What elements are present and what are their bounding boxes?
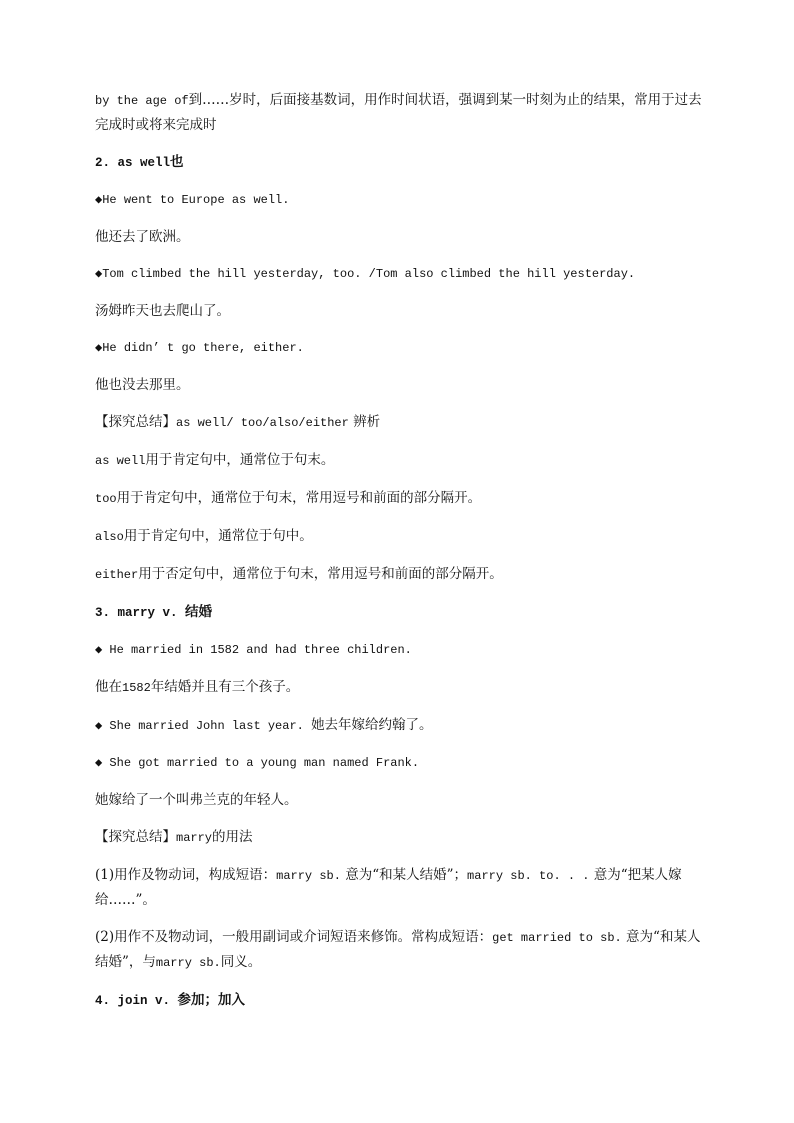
section-2-heading-en: 2. as well <box>95 156 171 170</box>
rule-term: also <box>95 530 124 544</box>
translation-part: 他在 <box>95 679 122 695</box>
intro-paragraph <box>95 88 707 137</box>
summary-line <box>95 825 707 850</box>
translation-number: 1582 <box>122 681 151 695</box>
rule-term: too <box>95 492 117 506</box>
summary-terms: as well/ too/also/either <box>176 416 349 430</box>
document-content <box>95 88 707 1013</box>
rule-text: 同义。 <box>220 954 262 970</box>
rule-text: 意为“和某人结婚”，与 <box>95 929 701 970</box>
example-sentence: ◆He didn’ t go there, either. <box>95 341 304 355</box>
example-sentence <box>95 713 707 738</box>
rule-line <box>95 524 707 549</box>
example-sentence: ◆Tom climbed the hill yesterday, too. /Tom also climbed the hill yesterday. <box>95 267 636 281</box>
rule-term: marry sb. <box>155 956 221 970</box>
example-sentence: ◆ She got married to a young man named Frank. <box>95 756 420 770</box>
summary-cn: 辨析 <box>353 414 381 430</box>
rule-text: 用于肯定句中，通常位于句末。 <box>145 452 335 468</box>
example-translation: 汤姆昨天也去爬山了。 <box>95 303 230 319</box>
section-3-heading-cn: 结婚 <box>185 604 213 620</box>
rule-text: (1)用作及物动词，构成短语： <box>95 867 277 883</box>
section-4-heading-en: 4. join v. <box>95 994 171 1008</box>
rule-term: marry sb. <box>276 869 341 883</box>
intro-term: by the age of <box>95 94 189 108</box>
rule-text: 意为“和某人结婚”； <box>345 867 468 883</box>
section-3-heading-en: 3. marry v. <box>95 606 178 620</box>
summary-label: 【探究总结】 <box>95 414 176 430</box>
summary-terms: marry <box>176 831 213 845</box>
rule-text: 用于肯定句中，通常位于句中。 <box>123 528 313 544</box>
summary-cn: 的用法 <box>212 829 253 845</box>
example-translation: 他也没去那里。 <box>95 377 190 393</box>
rule-line <box>95 448 707 473</box>
section-4-heading-cn: 参加；加入 <box>177 992 246 1008</box>
rule-line <box>95 562 707 587</box>
section-4-heading <box>95 988 707 1013</box>
section-2-heading <box>95 150 707 175</box>
rule-term: get married to sb. <box>492 931 622 945</box>
rule-text: (2)用作不及物动词，一般用副词或介词短语来修饰。常构成短语： <box>95 929 493 945</box>
summary-label: 【探究总结】 <box>95 829 176 845</box>
section-3-heading <box>95 600 707 625</box>
rule-line <box>95 486 707 511</box>
rule-text: 意为“把某人嫁给……”。 <box>95 867 682 908</box>
translation-part: 年结婚并且有三个孩子。 <box>150 679 300 695</box>
example-sentence: ◆ He married in 1582 and had three children. <box>95 643 412 657</box>
rule-paragraph <box>95 863 707 912</box>
example-translation: 她嫁给了一个叫弗兰克的年轻人。 <box>95 792 298 808</box>
intro-text: 到……岁时，后面接基数词，用作时间状语，强调到某一时刻为止的结果，常用于过去完成时或将来完成时 <box>95 92 702 133</box>
section-2-heading-cn: 也 <box>170 154 184 170</box>
rule-term: marry sb. to. . . <box>467 869 590 883</box>
rule-text: 用于否定句中，通常位于句末，常用逗号和前面的部分隔开。 <box>138 566 503 582</box>
rule-term: as well <box>95 454 146 468</box>
rule-paragraph <box>95 925 707 975</box>
example-translation <box>95 675 707 700</box>
summary-line <box>95 410 707 435</box>
rule-term: either <box>95 568 139 582</box>
example-cn: 她去年嫁给约翰了。 <box>311 717 433 733</box>
example-en: ◆ She married John last year. <box>95 719 304 733</box>
example-sentence: ◆He went to Europe as well. <box>95 193 290 207</box>
rule-text: 用于肯定句中，通常位于句末，常用逗号和前面的部分隔开。 <box>116 490 482 506</box>
example-translation: 他还去了欧洲。 <box>95 229 190 245</box>
